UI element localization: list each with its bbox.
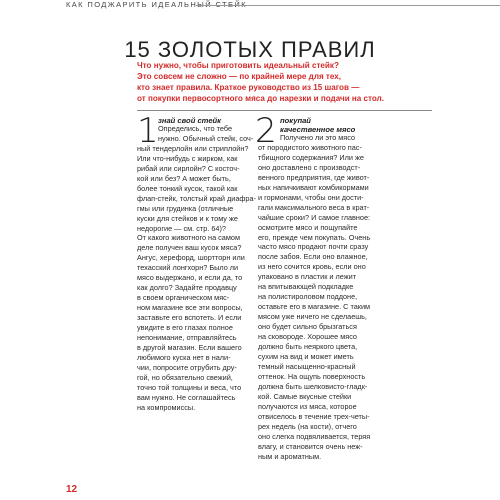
rule-body-line: из него сочится кровь, если оно [258,262,366,272]
rule-body-line: от породистого животного пас- [258,142,362,152]
rule-body-line: ном магазине все эти вопросы, [137,303,243,313]
rule-body-line: как долго? Задайте продавцу [137,283,237,293]
rule-body-line: Определись, что тебе [158,124,233,133]
rule-body-line: оттенок. На ощупь поверхность [258,371,366,381]
rule-body-line: Получено ли это мясо [280,133,356,142]
rule-body-line: его, прежде чем покупать. Очень [258,232,371,242]
rule-body-line: увидите в его глазах полное [137,323,233,333]
rule-body-line: гмы или грудинка (отличные [137,203,234,213]
rule-body-line: От какого животного на самом [137,233,240,243]
rule-body-line: на компромиссы. [137,402,196,412]
rule-body-line: часто мясо продают почти сразу [258,242,369,252]
rule-body-line: рибай или сирлойн? С косточ- [137,163,240,173]
rule-body-line: венного предприятия, где живот- [258,172,370,182]
lead-line: Что нужно, чтобы приготовить идеальный стейк? [137,61,339,70]
rule-body [258,133,370,461]
rule-body-line: осмотрите мясо и пощупайте [258,222,358,232]
rule-title-line: покупай [280,116,311,125]
rule-body-line: должна быть шелковисто-гладк- [258,381,368,391]
rule-body-line: оно слегка подвяливается, теряя [258,431,371,441]
rule-body-line: мясо выдержано, и если да, то [137,273,243,283]
rule-body-line: на впитывающей подкладке [258,282,354,292]
rule-body-line: гой, но обязательно свежий, [137,372,233,382]
rule-body-line: заставьте его вспотеть. И если [137,313,242,323]
lead-paragraph [137,60,477,104]
rule-body-line: и гормонами, чтобы они дости- [258,192,364,202]
rule-body-line: упаковано в пластик и лежит [258,272,357,282]
rule-body-line: чии, попросите отрубить дру- [137,362,237,372]
rule-body-line: оно будет сильно брызгаться [258,322,357,332]
rule-title-line: качественное мясо [280,125,356,134]
rule-body-line: недорогие — см. стр. 64)? [137,223,226,233]
rule-body-line: тбищного содержания? Или же [258,152,364,162]
rule-body-line: кой или без? А может быть, [137,173,231,183]
rule-body-line: в своем органическом мяс- [137,293,230,303]
rule-body-line: флап-стейк, толстый край диафра- [137,193,256,203]
rule-body-line: более тонкий кусок, такой как [137,183,238,193]
rule-body-line: на сковороде. Хорошее мясо [258,332,357,342]
rule-body-line: куски для стейков и к тому же [137,213,238,223]
rule-body-line: ный тендерлойн или стриплойн? [137,143,249,153]
lead-line: кто знает правила. Краткое руководство из 15 шагов — [137,83,360,92]
rule-body-line: любимого куска нет в нали- [137,352,231,362]
page-number: 12 [66,484,78,495]
rule-body-line: мясом уже ничего не сделаешь, [258,312,367,322]
rule-body-line: чайшие сроки? И самое главное: [258,212,371,222]
rule-body-line: отвиселось в течение трех-четы- [258,411,370,421]
rule-title-line: знай свой стейк [158,116,222,125]
rule-body-line: темный насыщенно-красный [258,361,356,371]
rule-number: 1 [137,111,159,151]
rule-body-line: непонимание, отправляйтесь [137,333,237,343]
rule-number: 2 [255,111,277,151]
lead-line: Это совсем не сложно — по крайней мере для тех, [137,72,342,81]
rule-body-line: должно быть неяркого цвета, [258,342,358,352]
rule-body-line: точно той толщины и веса, что [137,382,242,392]
rule-body-line: ным и ароматным. [258,451,322,461]
rule-body-line: кой. Самые вкусные стейки [258,391,352,401]
rule-body-line: на полистироловом поддоне, [258,292,358,302]
rule-body-line: получаются из мяса, которое [258,401,357,411]
rule-body-line: после забоя. Если оно влажное, [258,252,368,262]
rule-body-line: ных напичкивают комбикормами [258,182,369,192]
rule-body [137,124,256,413]
rule-body-line: нужно. Обычный стейк, соч- [158,133,254,143]
rule-body-line: влагу, и становится очень неж- [258,441,363,451]
rule-body-line: вам нужно. Не соглашайтесь [137,392,236,402]
rule-body-line: техасский лонгхорн? Было ли [137,263,239,273]
rule-body-line: Ангус, херефорд, шортторн или [137,253,245,263]
page-title: 15 ЗОЛОТЫХ ПРАВИЛ [124,36,376,62]
rule-body-line: гали максимального веса в крат- [258,202,370,212]
lead-line: от покупки первосортного мяса до нарезки и подачи на стол. [137,94,385,103]
header-rule [196,5,500,6]
rule-body-line: оно доставлено с производст- [258,162,361,172]
rule-body-line: оставьте его в магазине. С таким [258,302,371,312]
rule-title [280,116,355,134]
rule-body-line: Или что-нибудь с жирком, как [137,153,238,163]
rule-body-line: в другой магазин. Если вашего [137,342,242,352]
rule-body-line: рех недель (на кости), отчего [258,421,357,431]
running-header: КАК ПОДЖАРИТЬ ИДЕАЛЬНЫЙ СТЕЙК [66,0,247,9]
section-divider [137,110,432,111]
rule-body-line: сухим на вид и может иметь [258,351,354,361]
rule-body-line: деле получен ваш кусок мяса? [137,243,242,253]
